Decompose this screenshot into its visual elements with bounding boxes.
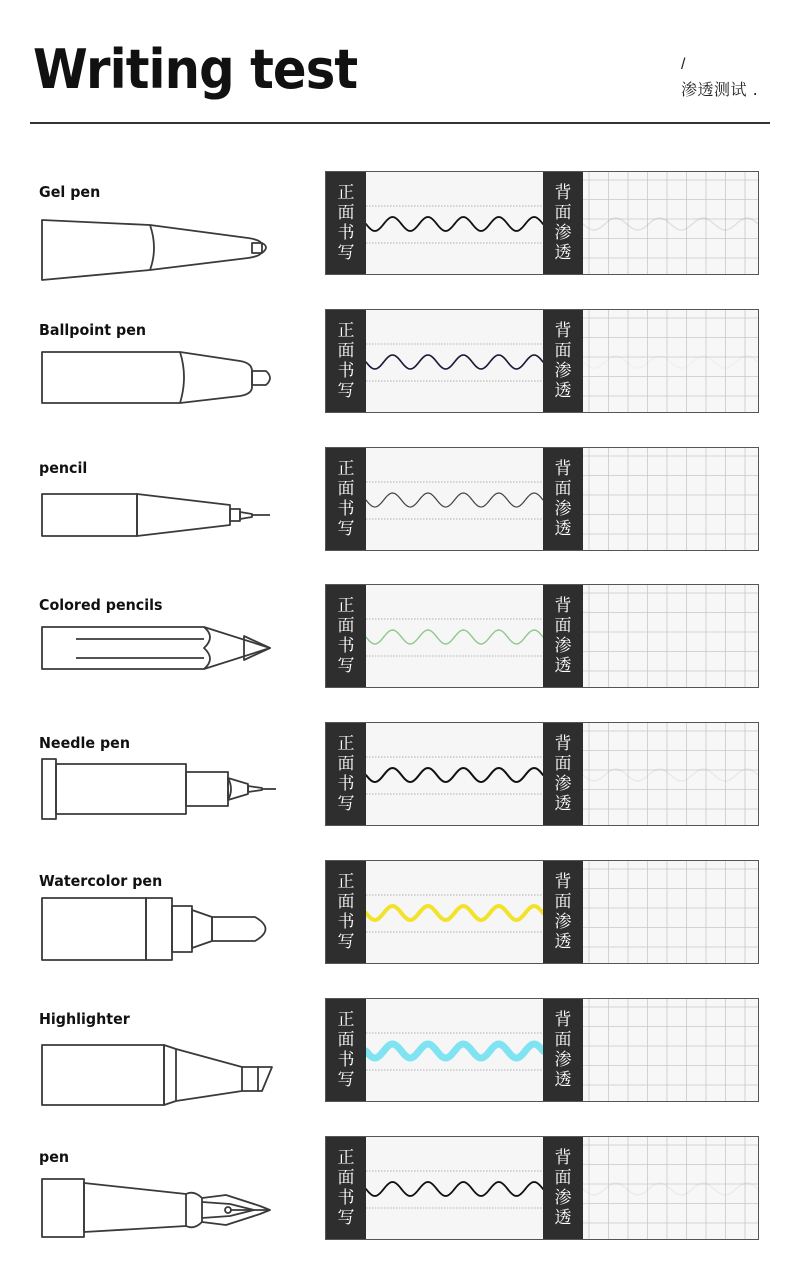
front-label-char: 书	[337, 636, 355, 657]
fountain-pen-icon	[30, 1168, 290, 1246]
writing-sample-panel	[325, 860, 759, 964]
back-label-char: 渗	[554, 636, 572, 657]
bleed-through-trace	[583, 356, 758, 368]
writing-sample-panel	[325, 998, 759, 1102]
bleed-through-trace	[583, 218, 758, 230]
back-label-char: 背	[554, 1147, 572, 1168]
back-bleed-area	[583, 585, 758, 687]
back-bleed-label	[543, 723, 583, 825]
front-label-char: 面	[337, 478, 355, 499]
back-bleed-area	[583, 172, 758, 274]
front-label-char: 面	[337, 1029, 355, 1050]
front-label-char: 正	[337, 1147, 355, 1168]
writing-sample-panel	[325, 171, 759, 275]
back-label-char: 背	[554, 596, 572, 617]
front-label-char: 书	[337, 1049, 355, 1070]
front-writing-area	[366, 861, 543, 963]
back-label-char: 背	[554, 872, 572, 892]
watercolor-pen-icon	[30, 892, 290, 970]
front-label-char: 书	[337, 360, 355, 381]
bleed-through-trace	[583, 769, 758, 781]
back-label-char: 透	[554, 518, 572, 539]
front-writing-label	[326, 999, 366, 1101]
back-bleed-area	[583, 310, 758, 412]
front-label-char: 正	[337, 458, 355, 479]
gel-pen-icon	[30, 203, 290, 281]
writing-sample-panel	[325, 1136, 759, 1240]
back-bleed-area	[583, 448, 758, 550]
ballpoint-pen-icon	[30, 341, 290, 419]
front-writing-label	[326, 585, 366, 687]
back-label-char: 透	[554, 1069, 572, 1090]
pen-name: Highlighter	[39, 1009, 130, 1028]
back-bleed-label	[543, 310, 583, 412]
back-label-char: 透	[554, 932, 572, 952]
front-label-char: 正	[337, 734, 355, 755]
front-label-char: 面	[337, 203, 355, 223]
front-label-char: 写	[337, 1069, 355, 1090]
header-divider	[30, 122, 770, 124]
page-title: Writing test	[33, 38, 358, 101]
pen-name: pen	[39, 1147, 70, 1166]
front-writing-label	[326, 448, 366, 550]
front-writing-area	[366, 1137, 543, 1239]
front-label-char: 书	[337, 223, 355, 243]
back-label-char: 背	[554, 1009, 572, 1030]
writing-sample-panel	[325, 722, 759, 826]
front-label-char: 写	[337, 794, 355, 815]
front-writing-label	[326, 310, 366, 412]
front-writing-area	[366, 723, 543, 825]
front-label-char: 正	[337, 320, 355, 341]
back-label-char: 渗	[554, 912, 572, 932]
back-label-char: 面	[554, 1029, 572, 1050]
needle-pen-icon	[30, 754, 290, 832]
front-writing-area	[366, 448, 543, 550]
front-writing-label	[326, 1137, 366, 1239]
back-bleed-label	[543, 172, 583, 274]
pen-row	[0, 183, 800, 321]
back-bleed-label	[543, 999, 583, 1101]
front-label-char: 正	[337, 596, 355, 617]
back-label-char: 渗	[554, 360, 572, 381]
back-label-char: 渗	[554, 498, 572, 519]
pen-name: Ballpoint pen	[39, 320, 147, 339]
front-label-char: 写	[337, 518, 355, 539]
pen-row	[0, 872, 800, 1010]
back-bleed-area	[583, 723, 758, 825]
front-label-char: 面	[337, 754, 355, 775]
front-writing-label	[326, 723, 366, 825]
back-label-char: 渗	[554, 1187, 572, 1208]
highlighter-icon	[30, 1030, 290, 1108]
writing-sample-panel	[325, 584, 759, 688]
back-label-char: 透	[554, 380, 572, 401]
page-subtitle: 渗透测试 .	[681, 80, 759, 99]
back-bleed-area	[583, 1137, 758, 1239]
back-label-char: 面	[554, 1167, 572, 1188]
pen-row	[0, 596, 800, 734]
ink-sample-stroke	[366, 768, 543, 782]
front-writing-label	[326, 172, 366, 274]
back-label-char: 背	[554, 734, 572, 755]
back-bleed-label	[543, 448, 583, 550]
front-label-char: 面	[337, 892, 355, 912]
writing-sample-panel	[325, 447, 759, 551]
bleed-through-trace	[583, 1183, 758, 1195]
pen-name: Needle pen	[39, 734, 130, 753]
pencil-icon	[30, 479, 290, 557]
back-label-char: 透	[554, 243, 572, 263]
front-label-char: 书	[337, 912, 355, 932]
ink-sample-stroke	[366, 1182, 543, 1196]
back-label-char: 面	[554, 478, 572, 499]
pen-name: Gel pen	[39, 183, 101, 201]
back-label-char: 面	[554, 340, 572, 361]
pen-name: pencil	[39, 458, 88, 477]
back-bleed-area	[583, 861, 758, 963]
back-label-char: 背	[554, 458, 572, 479]
front-label-char: 正	[337, 872, 355, 892]
pen-row	[0, 459, 800, 597]
colored-pencil-icon	[30, 616, 290, 694]
writing-sample-panel	[325, 309, 759, 413]
pen-name: Watercolor pen	[39, 872, 163, 890]
ink-sample-stroke	[366, 1044, 543, 1058]
front-label-char: 写	[337, 932, 355, 952]
back-bleed-label	[543, 861, 583, 963]
back-label-char: 背	[554, 320, 572, 341]
front-writing-area	[366, 585, 543, 687]
back-bleed-area	[583, 999, 758, 1101]
front-label-char: 面	[337, 1167, 355, 1188]
front-label-char: 正	[337, 1009, 355, 1030]
front-label-char: 写	[337, 243, 355, 263]
front-label-char: 书	[337, 498, 355, 519]
ink-sample-stroke	[366, 906, 543, 920]
back-label-char: 透	[554, 794, 572, 815]
front-label-char: 正	[337, 183, 355, 203]
front-label-char: 写	[337, 656, 355, 677]
back-label-char: 背	[554, 183, 572, 203]
front-label-char: 书	[337, 774, 355, 795]
back-label-char: 面	[554, 754, 572, 775]
front-writing-label	[326, 861, 366, 963]
back-label-char: 透	[554, 656, 572, 677]
subtitle-slash: /	[681, 56, 686, 73]
back-label-char: 面	[554, 616, 572, 637]
back-label-char: 面	[554, 892, 572, 912]
back-label-char: 渗	[554, 1049, 572, 1070]
back-label-char: 面	[554, 203, 572, 223]
front-label-char: 书	[337, 1187, 355, 1208]
ink-sample-stroke	[366, 630, 543, 644]
back-label-char: 透	[554, 1207, 572, 1228]
back-bleed-label	[543, 585, 583, 687]
front-writing-area	[366, 310, 543, 412]
back-label-char: 渗	[554, 223, 572, 243]
pen-row	[0, 1148, 800, 1286]
pen-row	[0, 734, 800, 872]
front-writing-area	[366, 172, 543, 274]
front-label-char: 面	[337, 616, 355, 637]
front-label-char: 面	[337, 340, 355, 361]
ink-sample-stroke	[366, 493, 543, 507]
ink-sample-stroke	[366, 355, 543, 369]
ink-sample-stroke	[366, 217, 543, 231]
back-bleed-label	[543, 1137, 583, 1239]
pen-name: Colored pencils	[39, 596, 163, 615]
back-label-char: 渗	[554, 774, 572, 795]
pen-row	[0, 321, 800, 459]
front-writing-area	[366, 999, 543, 1101]
front-label-char: 写	[337, 380, 355, 401]
front-label-char: 写	[337, 1207, 355, 1228]
pen-row	[0, 1010, 800, 1148]
